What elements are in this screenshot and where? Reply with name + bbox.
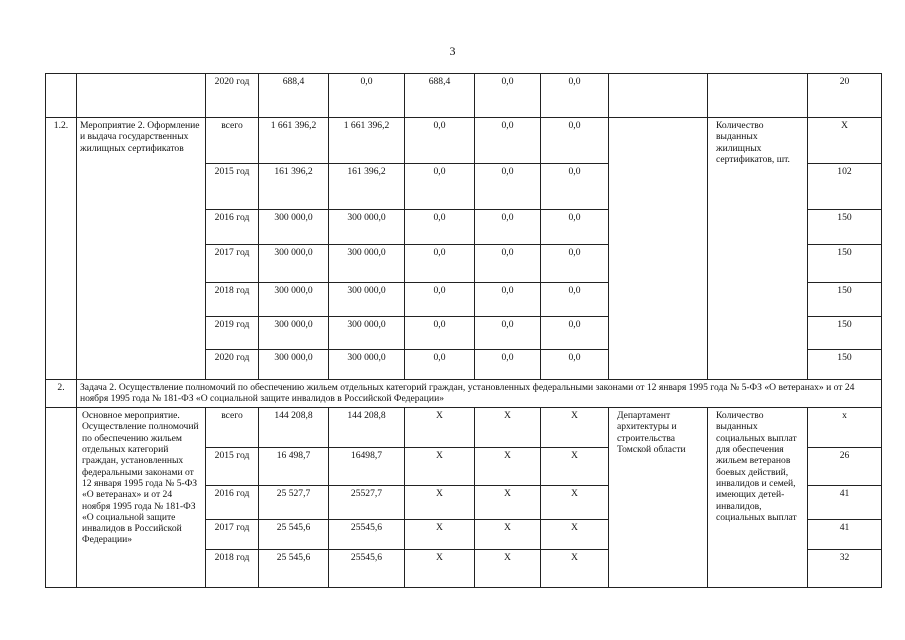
cell-regional: Х [405, 448, 475, 486]
cell-local: 0,0 [475, 317, 541, 350]
cell-federal: 25527,7 [329, 486, 405, 520]
cell-indicator-value: 150 [808, 350, 882, 380]
cell-year: 2018 год [206, 550, 259, 588]
cell-total: 144 208,8 [259, 408, 329, 448]
cell-total: 161 396,2 [259, 164, 329, 210]
cell-indicator: Количество выданных социальных выплат для обеспечения жильем ветеранов боевых действий, инвалидов и семей, имеющих детей-инвалидов, социальных выплат [708, 408, 808, 588]
cell-executor: Департамент архитектуры и строительства Томской области [609, 408, 708, 588]
cell-local: Х [475, 486, 541, 520]
cell-federal: 0,0 [329, 74, 405, 118]
cell-indicator-value: 102 [808, 164, 882, 210]
program-table [45, 73, 882, 588]
cell-local: Х [475, 448, 541, 486]
cell-executor [609, 74, 708, 118]
table-row [46, 408, 882, 448]
cell-federal: 300 000,0 [329, 350, 405, 380]
page-number: 3 [449, 44, 456, 58]
cell-total: 300 000,0 [259, 210, 329, 245]
cell-total: 1 661 396,2 [259, 118, 329, 164]
cell-other: Х [541, 408, 609, 448]
cell-regional: 688,4 [405, 74, 475, 118]
cell-other: 0,0 [541, 210, 609, 245]
cell-total: 300 000,0 [259, 350, 329, 380]
cell-regional: Х [405, 520, 475, 550]
task-heading: Задача 2. Осуществление полномочий по обеспечению жильем отдельных категорий граждан, установленных федеральными законами от 12 января 1995 года № 5-ФЗ «О ветеранах» и от 24 ноября 1995 года № 181-ФЗ «О социальной защите инвалидов в Российской Федерации» [77, 380, 882, 408]
cell-indicator-value: 20 [808, 74, 882, 118]
cell-year: всего [206, 118, 259, 164]
cell-indicator-value: 150 [808, 210, 882, 245]
table-row [46, 118, 882, 164]
cell-indicator [708, 74, 808, 118]
table-row [46, 380, 882, 408]
cell-total: 25 545,6 [259, 550, 329, 588]
cell-federal: 300 000,0 [329, 245, 405, 283]
cell-local: Х [475, 520, 541, 550]
cell-other: 0,0 [541, 283, 609, 317]
cell-regional: Х [405, 550, 475, 588]
cell-regional: 0,0 [405, 164, 475, 210]
cell-other: 0,0 [541, 74, 609, 118]
cell-year: 2015 год [206, 448, 259, 486]
cell-year: 2019 год [206, 317, 259, 350]
cell-other: Х [541, 520, 609, 550]
cell-local: 0,0 [475, 350, 541, 380]
cell-local: 0,0 [475, 118, 541, 164]
cell-regional: 0,0 [405, 210, 475, 245]
cell-year: 2018 год [206, 283, 259, 317]
cell-num: 1.2. [46, 118, 77, 380]
cell-federal: 16498,7 [329, 448, 405, 486]
cell-federal: 161 396,2 [329, 164, 405, 210]
cell-executor [609, 118, 708, 380]
cell-regional: 0,0 [405, 283, 475, 317]
cell-regional: 0,0 [405, 245, 475, 283]
cell-indicator-value: Х [808, 118, 882, 164]
cell-local: Х [475, 550, 541, 588]
cell-year: 2015 год [206, 164, 259, 210]
cell-federal: 25545,6 [329, 550, 405, 588]
cell-year: 2017 год [206, 245, 259, 283]
cell-local: 0,0 [475, 210, 541, 245]
cell-regional: 0,0 [405, 317, 475, 350]
cell-year: 2016 год [206, 210, 259, 245]
cell-year: 2020 год [206, 74, 259, 118]
cell-federal: 1 661 396,2 [329, 118, 405, 164]
cell-local: Х [475, 408, 541, 448]
cell-indicator-value: х [808, 408, 882, 448]
cell-other: Х [541, 486, 609, 520]
cell-total: 16 498,7 [259, 448, 329, 486]
cell-total: 25 527,7 [259, 486, 329, 520]
cell-local: 0,0 [475, 245, 541, 283]
cell-regional: 0,0 [405, 118, 475, 164]
cell-other: 0,0 [541, 164, 609, 210]
cell-num: 2. [46, 380, 77, 408]
cell-indicator-value: 32 [808, 550, 882, 588]
cell-local: 0,0 [475, 74, 541, 118]
cell-federal: 25545,6 [329, 520, 405, 550]
cell-num [46, 408, 77, 588]
cell-total: 300 000,0 [259, 283, 329, 317]
cell-federal: 144 208,8 [329, 408, 405, 448]
cell-total: 688,4 [259, 74, 329, 118]
cell-total: 25 545,6 [259, 520, 329, 550]
cell-other: Х [541, 550, 609, 588]
cell-other: 0,0 [541, 118, 609, 164]
cell-federal: 300 000,0 [329, 317, 405, 350]
cell-year: 2016 год [206, 486, 259, 520]
cell-indicator: Количество выданных жилищных сертификатов, шт. [708, 118, 808, 380]
cell-name [77, 74, 206, 118]
cell-other: Х [541, 448, 609, 486]
cell-indicator-value: 26 [808, 448, 882, 486]
cell-regional: Х [405, 408, 475, 448]
cell-name: Мероприятие 2. Оформление и выдача государственных жилищных сертификатов [77, 118, 206, 380]
cell-other: 0,0 [541, 350, 609, 380]
cell-indicator-value: 150 [808, 317, 882, 350]
cell-other: 0,0 [541, 317, 609, 350]
cell-federal: 300 000,0 [329, 210, 405, 245]
cell-other: 0,0 [541, 245, 609, 283]
cell-local: 0,0 [475, 164, 541, 210]
cell-total: 300 000,0 [259, 317, 329, 350]
cell-indicator-value: 41 [808, 520, 882, 550]
cell-total: 300 000,0 [259, 245, 329, 283]
cell-name: Основное мероприятие. Осуществление полномочий по обеспечению жильем отдельных категорий граждан, установленных федеральными законами от 12 января 1995 года № 5-ФЗ «О ветеранах» и от 24 ноября 1995 года № 181-ФЗ «О социальной защите инвалидов в Российской Федерации» [77, 408, 206, 588]
cell-num [46, 74, 77, 118]
cell-year: всего [206, 408, 259, 448]
cell-regional: 0,0 [405, 350, 475, 380]
cell-year: 2020 год [206, 350, 259, 380]
cell-year: 2017 год [206, 520, 259, 550]
cell-indicator-value: 150 [808, 245, 882, 283]
cell-federal: 300 000,0 [329, 283, 405, 317]
table-row [46, 74, 882, 118]
cell-regional: Х [405, 486, 475, 520]
cell-local: 0,0 [475, 283, 541, 317]
cell-indicator-value: 41 [808, 486, 882, 520]
cell-indicator-value: 150 [808, 283, 882, 317]
